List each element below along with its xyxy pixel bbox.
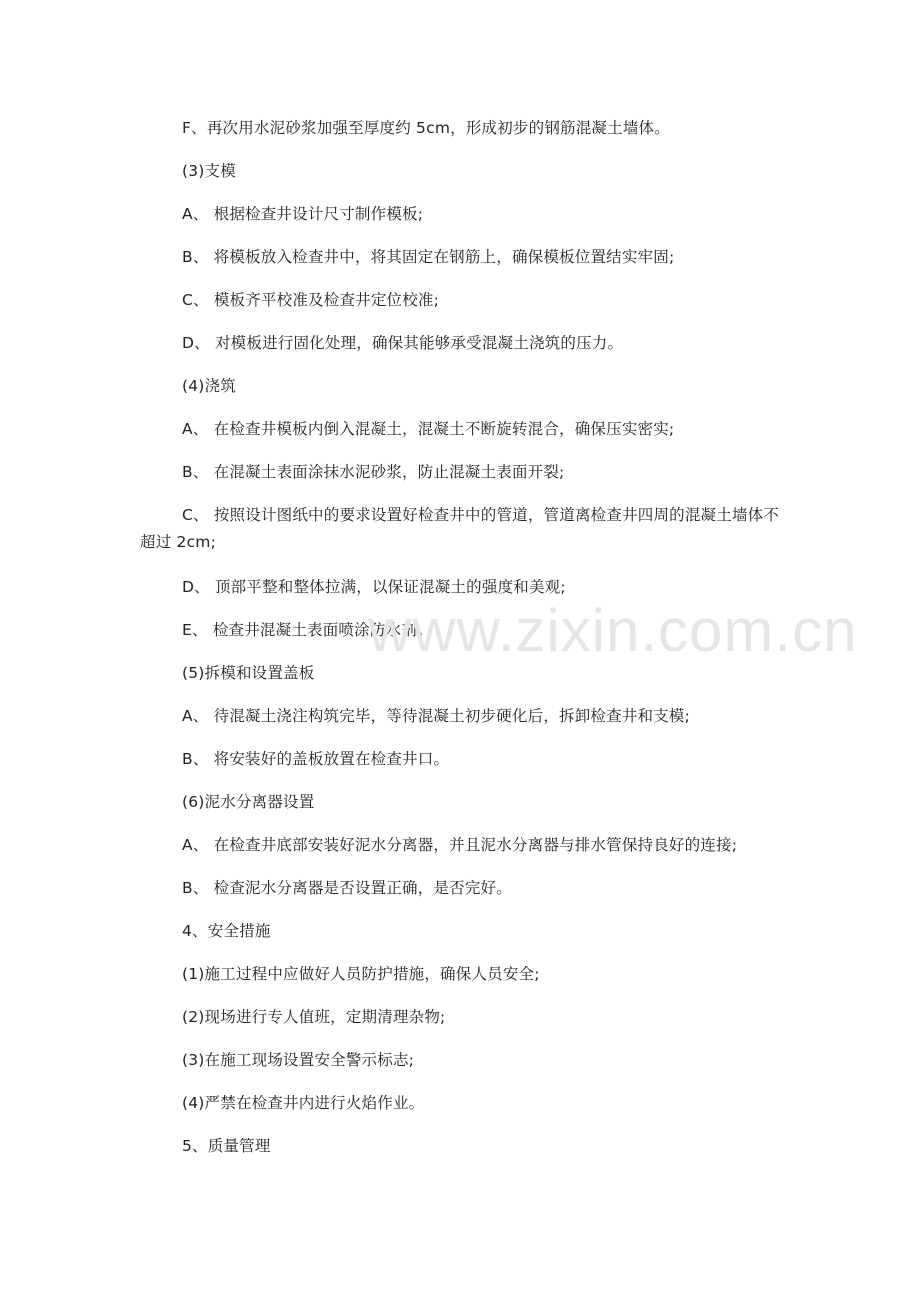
section-heading: 5、质量管理 xyxy=(182,1137,271,1155)
text-line: B、 在混凝土表面涂抹水泥砂浆，防止混凝土表面开裂; xyxy=(182,463,565,481)
section-heading: (5)拆模和设置盖板 xyxy=(182,664,315,682)
text-line: C、 模板齐平校准及检查井定位校准; xyxy=(182,291,440,309)
text-line: E、 检查井混凝土表面喷涂防水剂。 xyxy=(182,621,433,639)
text-line: F、再次用水泥砂浆加强至厚度约 5cm，形成初步的钢筋混凝土墙体。 xyxy=(182,119,670,137)
text-line: D、 对模板进行固化处理，确保其能够承受混凝土浇筑的压力。 xyxy=(182,334,624,352)
text-line: D、 顶部平整和整体拉满，以保证混凝土的强度和美观; xyxy=(182,578,566,596)
section-heading: (6)泥水分离器设置 xyxy=(182,793,315,811)
text-line: A、 在检查井模板内倒入混凝土，混凝土不断旋转混合，确保压实密实; xyxy=(182,420,675,438)
watermark: www.zixin.com.cn xyxy=(368,597,858,664)
section-heading: (4)浇筑 xyxy=(182,377,236,395)
text-line: (4)严禁在检查井内进行火焰作业。 xyxy=(182,1094,425,1112)
text-line: B、 将模板放入检查井中，将其固定在钢筋上，确保模板位置结实牢固; xyxy=(182,248,675,266)
text-line: (2)现场进行专人值班，定期清理杂物; xyxy=(182,1008,446,1026)
text-line: A、 在检查井底部安装好泥水分离器，并且泥水分离器与排水管保持良好的连接; xyxy=(182,836,738,854)
text-line: B、 检查泥水分离器是否设置正确，是否完好。 xyxy=(182,879,512,897)
section-heading: (3)支模 xyxy=(182,162,236,180)
section-heading: 4、安全措施 xyxy=(182,922,271,940)
text-paragraph: C、 按照设计图纸中的要求设置好检查井中的管道，管道离检查井四周的混凝土墙体不超过 2cm; xyxy=(140,506,780,551)
text-line: B、 将安装好的盖板放置在检查井口。 xyxy=(182,750,450,768)
text-line: (3)在施工现场设置安全警示标志; xyxy=(182,1051,415,1069)
text-line: (1)施工过程中应做好人员防护措施，确保人员安全; xyxy=(182,965,540,983)
text-line: A、 待混凝土浇注构筑完毕，等待混凝土初步硬化后，拆卸检查井和支模; xyxy=(182,707,691,725)
text-line: A、 根据检查井设计尺寸制作模板; xyxy=(182,205,424,223)
